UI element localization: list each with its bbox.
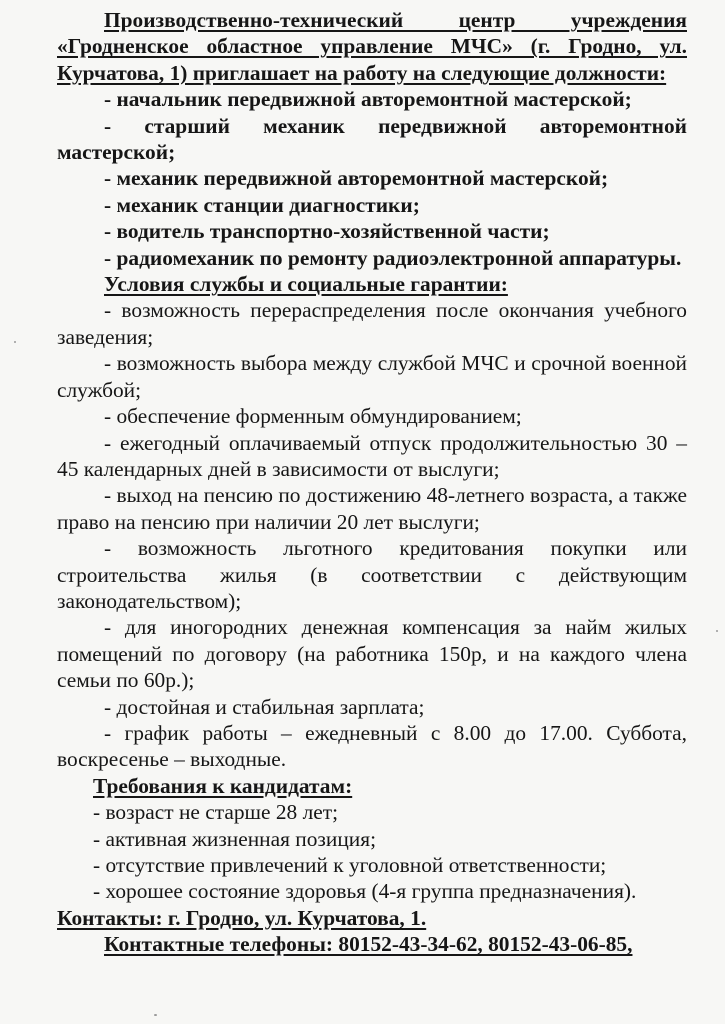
document-page — [57, 7, 687, 958]
requirement-item: - отсутствие привлечений к уголовной ответственности; — [93, 853, 607, 877]
condition-item: - достойная и стабильная зарплата; — [104, 694, 425, 719]
scan-speck — [14, 341, 16, 343]
condition-item: - возможность выбора между службой МЧС и срочной военной службой; — [57, 351, 687, 402]
requirements-heading — [57, 773, 687, 799]
intro-paragraph: Производственно-технический центр учреждения «Гродненское областное управление МЧС» (г. Гродно, ул. Курчатова, 1) приглашает на работу на следующие должности: — [57, 8, 687, 85]
condition-item: - выход на пенсию по достижению 48-летнего возраста, а также право на пенсию при наличии 20 лет выслуги; — [57, 483, 687, 534]
requirement-item: - возраст не старше 28 лет; — [93, 800, 339, 825]
positions-list — [57, 86, 687, 271]
condition-item: - график работы – ежедневный с 8.00 до 17.00. Суббота, воскресенье – выходные. — [57, 720, 687, 772]
scan-speck — [154, 1014, 157, 1016]
position-item: - старший механик передвижной авторемонтной мастерской; — [57, 113, 687, 165]
position-item: - радиомеханик по ремонту радиоэлектронной аппаратуры. — [104, 245, 682, 270]
condition-item: - обеспечение форменным обмундированием; — [104, 404, 522, 429]
requirements-heading-text: Требования к кандидатам: — [93, 773, 353, 798]
conditions-heading — [57, 271, 687, 297]
conditions-heading-text: Условия службы и социальные гарантии: — [104, 272, 508, 297]
requirement-item: - активная жизненная позиция; — [93, 826, 377, 851]
condition-item: - для иногородних денежная компенсация за найм жилых помещений по договору (на работника 150р, и на каждого члена семьи по 60р.); — [57, 615, 687, 693]
position-item: - начальник передвижной авторемонтной мастерской; — [104, 87, 632, 112]
conditions-list — [57, 297, 687, 772]
position-item: - водитель транспортно-хозяйственной части; — [104, 219, 550, 244]
position-item: - механик станции диагностики; — [104, 192, 420, 217]
condition-item: - ежегодный оплачиваемый отпуск продолжительностью 30 – 45 календарных дней в зависимости от выслуги; — [57, 430, 687, 481]
requirements-list — [57, 799, 687, 905]
contacts-phones: Контактные телефоны: 80152-43-34-62, 80152-43-06-85, — [104, 932, 633, 957]
scan-speck — [716, 630, 718, 632]
requirement-item: - хорошее состояние здоровья (4-я группа предназначения). — [93, 879, 637, 904]
condition-item: - возможность льготного кредитования покупки или строительства жилья (в соответствии с действующим законодательством); — [57, 536, 687, 613]
position-item: - механик передвижной авторемонтной мастерской; — [104, 166, 609, 191]
condition-item: - возможность перераспределения после окончания учебного заведения; — [57, 298, 687, 349]
contacts-address: Контакты: г. Гродно, ул. Курчатова, 1. — [57, 905, 427, 930]
